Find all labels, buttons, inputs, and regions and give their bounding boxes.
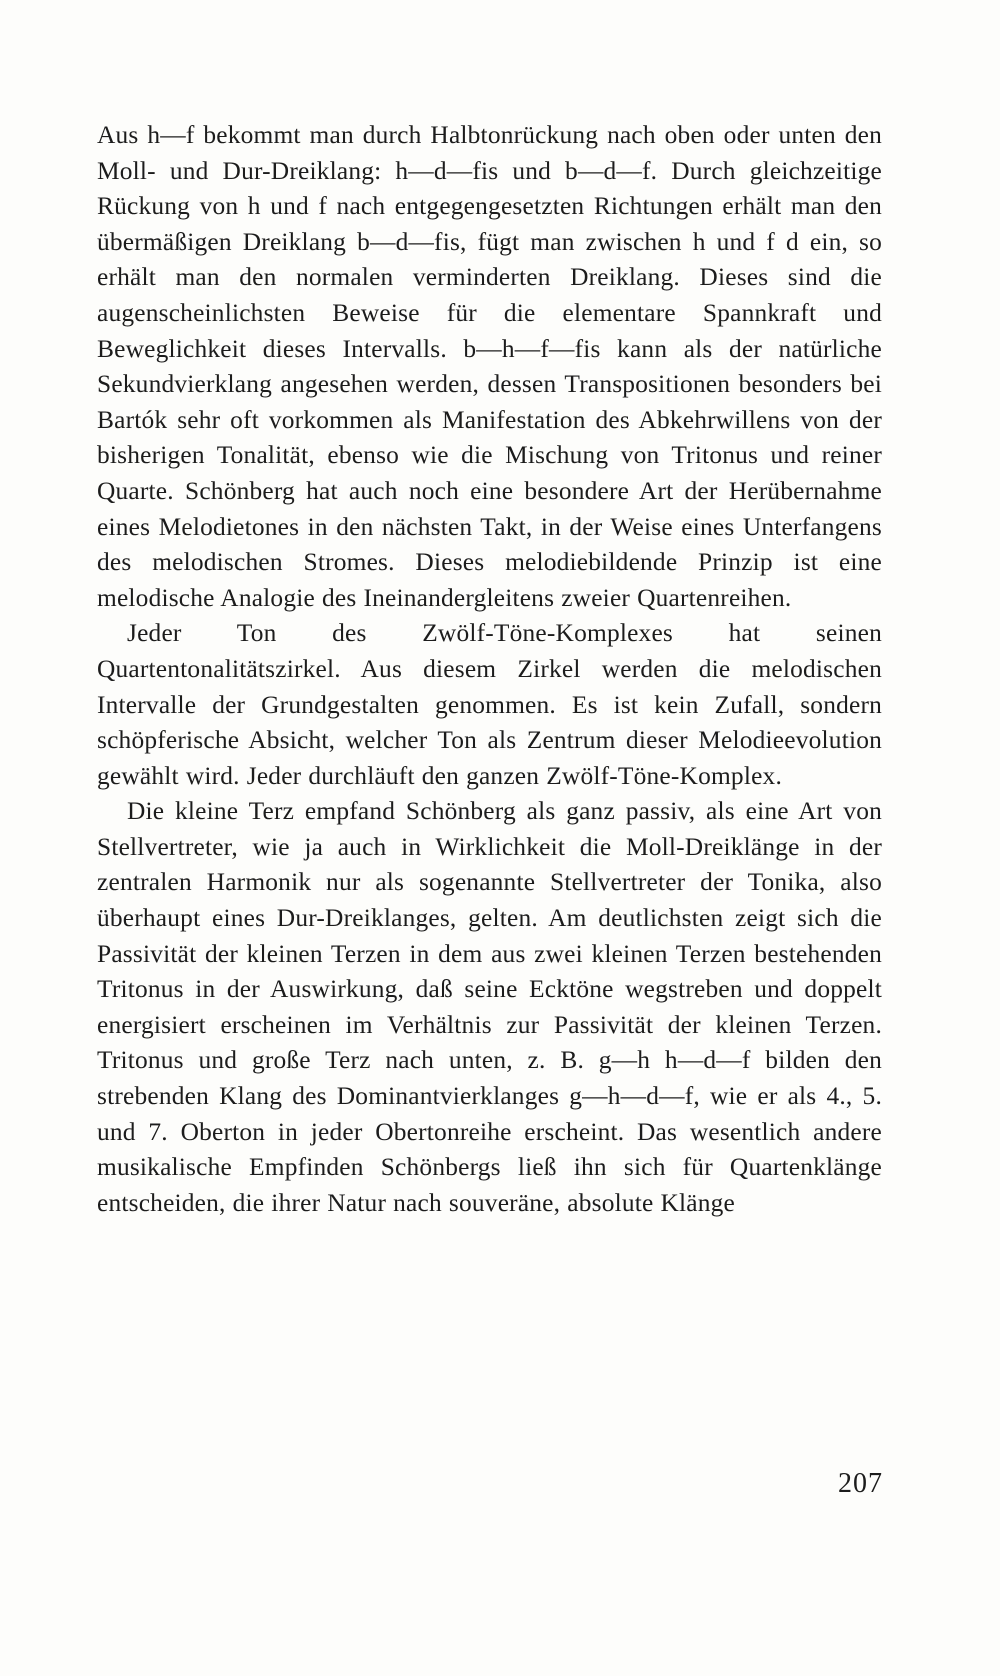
paragraph-3: Die kleine Terz empfand Schönberg als ganz passiv, als eine Art von Stellvertreter, wie ja auch in Wirklichkeit die Moll-Dreiklänge in der zentralen Harmonik nur als sogenannte Stellvertreter der Tonika, also überhaupt eines Dur-Dreiklanges, gelten. Am deutlichsten zeigt sich die Passivität der kleinen Terzen in dem aus zwei kleinen Terzen bestehenden Tritonus in der Auswirkung, daß seine Ecktöne wegstreben und doppelt energisiert erscheinen im Verhältnis zur Passivität der kleinen Terzen. Tritonus und große Terz nach unten, z. B. g—h h—d—f bilden den strebenden Klang des Dominantvierklanges g—h—d—f, wie er als 4., 5. und 7. Oberton in jeder Obertonreihe erscheint. Das wesentlich andere musikalische Empfinden Schönbergs ließ ihn sich für Quartenklänge entscheiden, die ihrer Natur nach souveräne, absolute Klänge xyxy=(97,797,882,1217)
page-number: 207 xyxy=(838,1468,883,1499)
body-text xyxy=(97,118,882,1221)
paragraph-1: Aus h—f bekommt man durch Halbtonrückung nach oben oder unten den Moll- und Dur-Dreiklang: h—d—fis und b—d—f. Durch gleichzeitige Rückung von h und f nach entgegengesetzten Richtungen erhält man den übermäßigen Dreiklang b—d—fis, fügt man zwischen h und f d ein, so erhält man den normalen verminderten Dreiklang. Dieses sind die augenscheinlichsten Beweise für die elementare Spannkraft und Beweglichkeit dieses Intervalls. b—h—f—fis kann als der natürliche Sekundvierklang angesehen werden, dessen Transpositionen besonders bei Bartók sehr oft vorkommen als Manifestation des Abkehrwillens von der bisherigen Tonalität, ebenso wie die Mischung von Tritonus und reiner Quarte. Schönberg hat auch noch eine besondere Art der Herübernahme eines Melodietones in den nächsten Takt, in der Weise eines Unterfangens des melodischen Stromes. Dieses melodiebildende Prinzip ist eine melodische Analogie des Ineinandergleitens zweier Quartenreihen. xyxy=(97,121,882,612)
paragraph-2: Jeder Ton des Zwölf-Töne-Komplexes hat seinen Quartentonalitätszirkel. Aus diesem Zirkel werden die melodischen Intervalle der Grundgestalten genommen. Es ist kein Zufall, sondern schöpferische Absicht, welcher Ton als Zentrum dieser Melodieevolution gewählt wird. Jeder durchläuft den ganzen Zwölf-Töne-Komplex. xyxy=(97,619,882,790)
